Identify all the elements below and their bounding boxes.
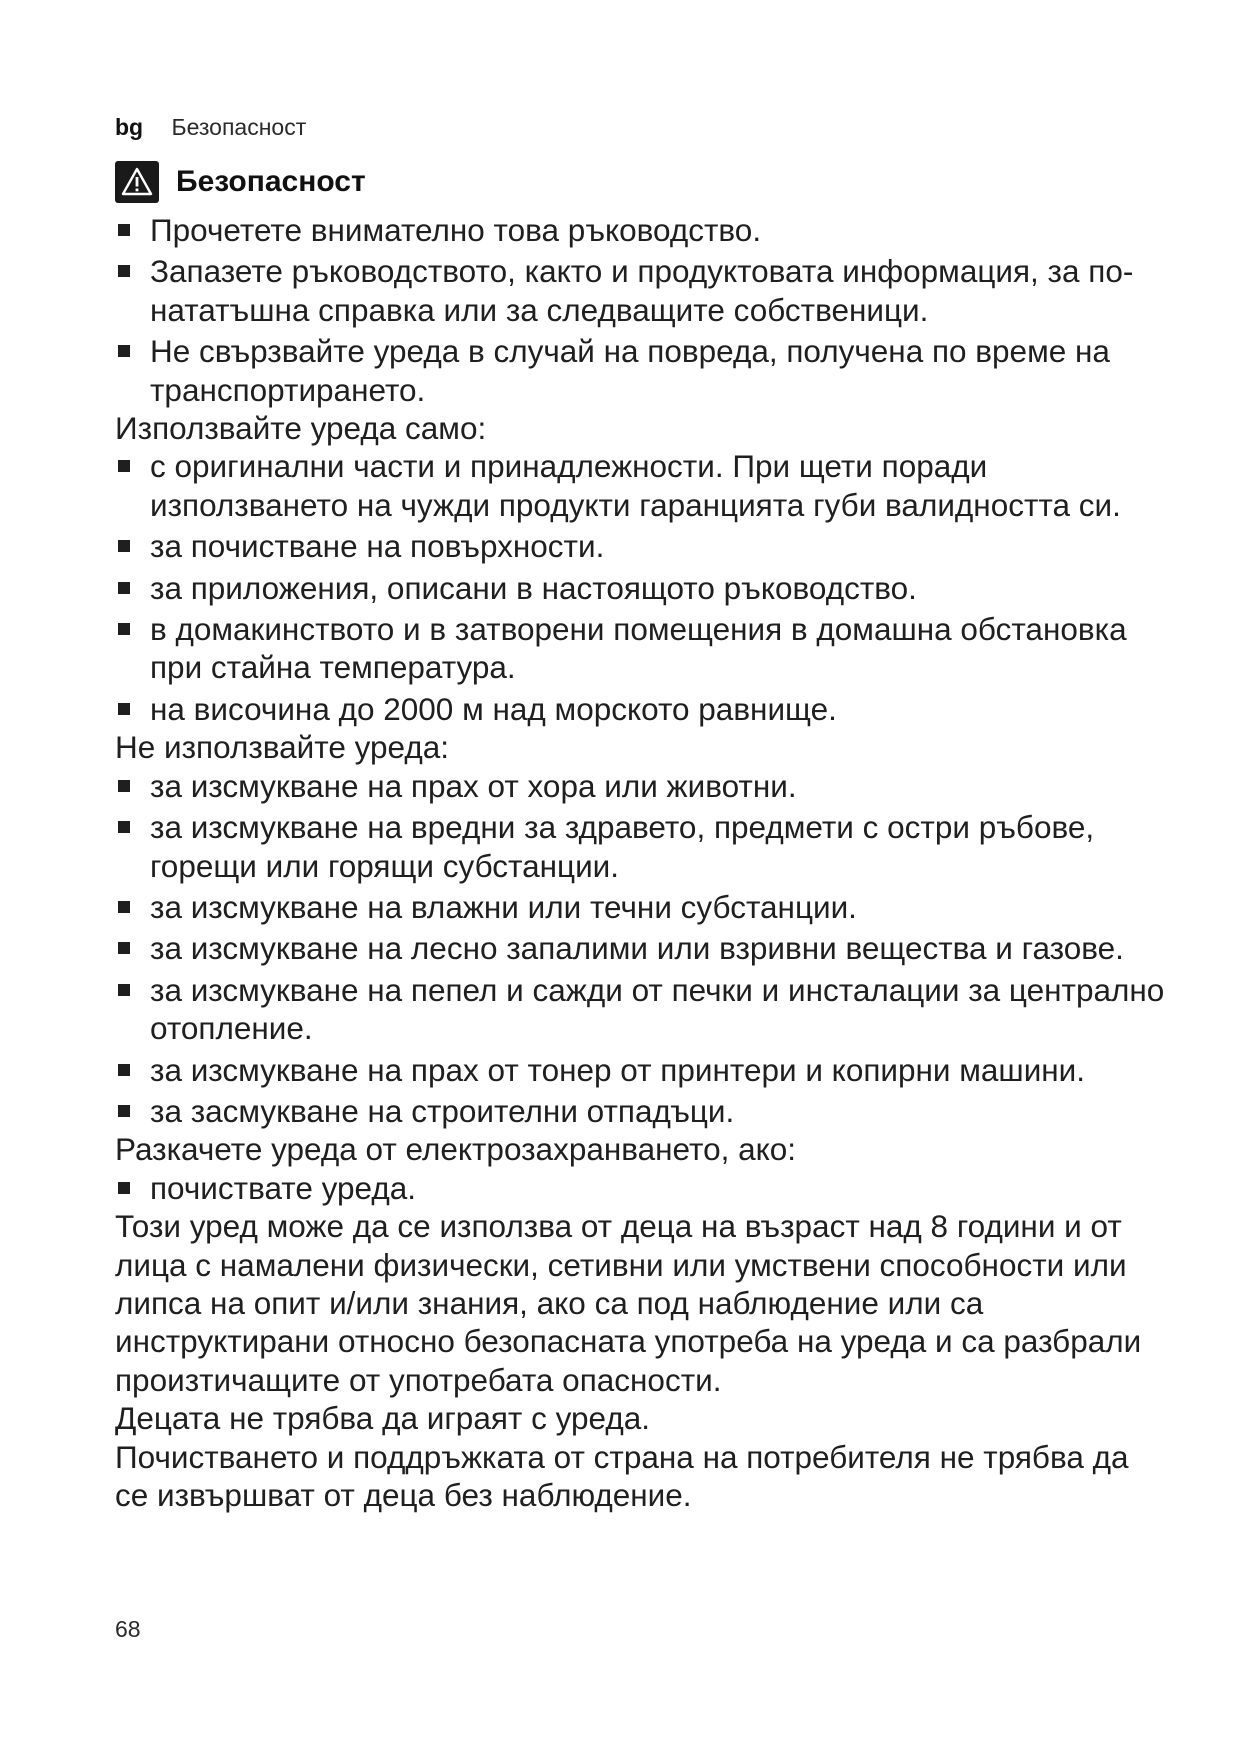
list-item: за изсмукване на вредни за здравето, предмети с остри ръбове, горещи или горящи субстанции.	[115, 808, 1165, 885]
list-item: за почистване на повърхности.	[115, 527, 1165, 565]
list-item: за изсмукване на прах от хора или животни.	[115, 767, 1165, 805]
list-item: Прочетете внимателно това ръководство.	[115, 211, 1165, 249]
children-play-paragraph: Децата не трябва да играят с уреда.	[115, 1400, 650, 1437]
running-header	[115, 112, 306, 142]
unplug-list	[115, 1169, 1165, 1207]
cleaning-paragraph: Почистването и поддръжката от страна на потребителя не трябва да се извършват от деца без наблюдение.	[115, 1438, 1129, 1513]
do-not-use-heading: Не използвайте уреда:	[115, 729, 449, 766]
intro-list	[115, 211, 1165, 409]
safety-content	[115, 211, 1165, 1514]
list-item: за изсмукване на прах от тонер от принтери и копирни машини.	[115, 1051, 1165, 1089]
list-item: почиствате уреда.	[115, 1169, 1165, 1207]
use-only-list	[115, 447, 1165, 728]
list-item: за изсмукване на влажни или течни субстанции.	[115, 888, 1165, 926]
list-item: за изсмукване на лесно запалими или взривни вещества и газове.	[115, 929, 1165, 967]
list-item: Не свързвайте уреда в случай на повреда, получена по време на транспортирането.	[115, 332, 1165, 409]
list-item: Запазете ръководството, както и продуктовата информация, за по-нататъшна справка или за следващите собственици.	[115, 252, 1165, 329]
page-number: 68	[115, 1616, 141, 1642]
warning-icon	[115, 161, 159, 203]
language-code: bg	[115, 114, 144, 140]
header-section-name: Безопасност	[171, 114, 307, 140]
section-title-row	[115, 160, 366, 204]
list-item: на височина до 2000 м над морското равнище.	[115, 690, 1165, 728]
unplug-heading: Разкачете уреда от електрозахранването, ако:	[115, 1131, 797, 1168]
list-item: за приложения, описани в настоящото ръководство.	[115, 569, 1165, 607]
page-title: Безопасност	[176, 165, 366, 198]
list-item: в домакинството и в затворени помещения в домашна обстановка при стайна температура.	[115, 610, 1165, 687]
use-only-heading: Използвайте уреда само:	[115, 410, 487, 447]
list-item: с оригинални части и принадлежности. При щети поради използването на чужди продукти гаранцията губи валидността си.	[115, 447, 1165, 524]
list-item: за засмукване на строителни отпадъци.	[115, 1092, 1165, 1130]
do-not-use-list	[115, 767, 1165, 1131]
children-paragraph: Този уред може да се използва от деца на възраст над 8 години и от лица с намалени физически, сетивни или умствени способности или липса на опит и/или знания, ако са под наблюдение или са инструктирани относно безопасната употреба на уреда и са разбрали произтичащите от употребата опасности.	[115, 1208, 1142, 1398]
list-item: за изсмукване на пепел и сажди от печки и инсталации за централно отопление.	[115, 971, 1165, 1048]
